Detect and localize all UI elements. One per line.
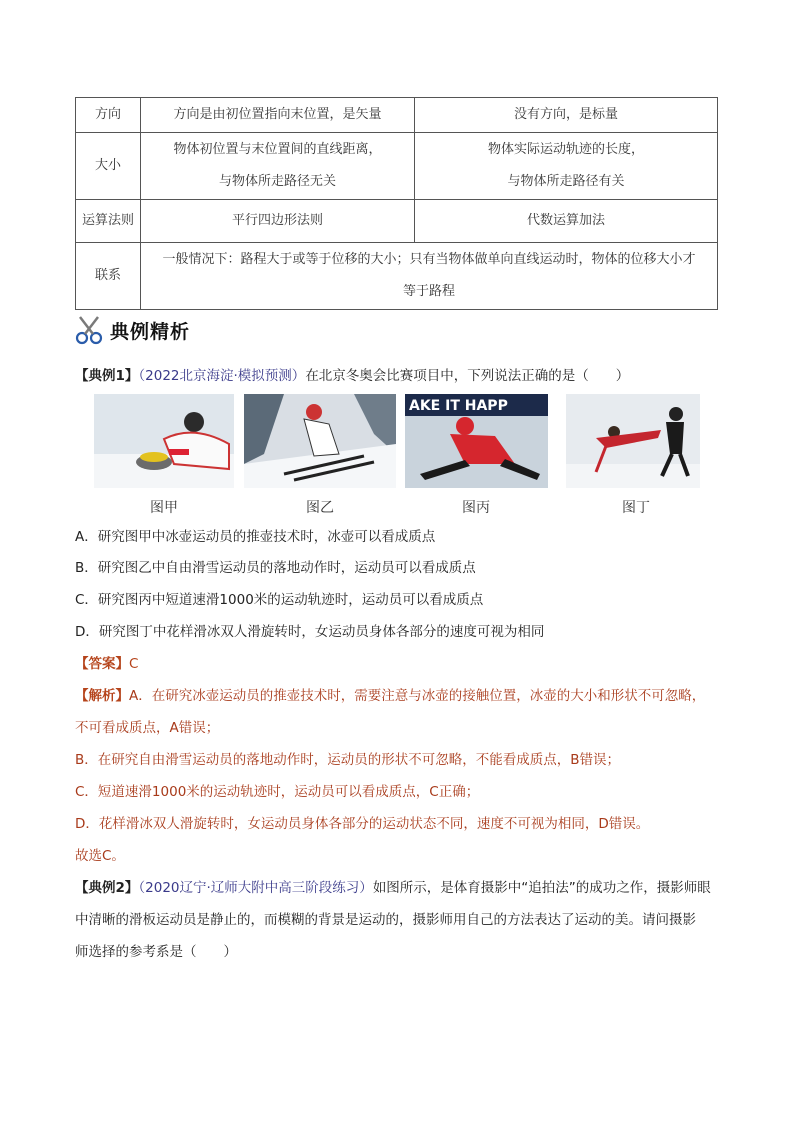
table-cell: 物体初位置与末位置间的直线距离， 与物体所走路径无关 [141,133,415,200]
figure-skating-photo [566,394,700,488]
row-header: 运算法则 [76,200,141,243]
caption-yi: 图乙 [306,500,334,516]
table-row [76,133,718,200]
answer-line: 【答案】C [75,656,139,672]
option-a: A．研究图甲中冰壶运动员的推壶技术时，冰壶可以看成质点 [75,529,436,545]
scissors-icon [74,314,106,346]
row-header: 大小 [76,133,141,200]
table-cell: 一般情况下：路程大于或等于位移的大小；只有当物体做单向直线运动时，物体的位移大小才 等于路程 [141,243,718,310]
table-row [76,98,718,133]
comparison-table [75,97,718,310]
table-cell: 方向是由初位置指向末位置，是矢量 [141,98,415,133]
table-row [76,200,718,243]
section-heading [74,313,190,347]
analysis-line-3: B．在研究自由滑雪运动员的落地动作时，运动员的形状不可忽略，不能看成质点，B错误； [75,752,621,768]
table-cell: 物体实际运动轨迹的长度， 与物体所走路径有关 [415,133,718,200]
example2-line-1: 【典例2】（2020辽宁·辽师大附中高三阶段练习）如图所示，是体育摄影中“追拍法”的成功之作，摄影师眼 [75,880,711,896]
table-row [76,243,718,310]
table-cell: 平行四边形法则 [141,200,415,243]
table-cell: 没有方向，是标量 [415,98,718,133]
analysis-line-1: 【解析】A．在研究冰壶运动员的推壶技术时，需要注意与冰壶的接触位置，冰壶的大小和形状不可忽略， [75,688,706,704]
curling-photo [94,394,234,488]
banner-text: AKE IT HAPP [409,398,508,414]
caption-ding: 图丁 [622,500,650,516]
table-cell: 代数运算加法 [415,200,718,243]
caption-jia: 图甲 [150,500,178,516]
section-title: 典例精析 [110,320,191,343]
option-b: B．研究图乙中自由滑雪运动员的落地动作时，运动员可以看成质点 [75,560,476,576]
analysis-line-2: 不可看成质点，A错误； [75,720,220,736]
conclusion-line: 故选C。 [75,848,125,864]
row-header: 方向 [76,98,141,133]
example2-line-2: 中清晰的滑板运动员是静止的，而模糊的背景是运动的，摄影师用自己的方法表达了运动的美。请问摄影 [75,912,696,928]
example1-question: 【典例1】（2022北京海淀·模拟预测）在北京冬奥会比赛项目中，下列说法正确的是（ ） [75,368,630,384]
option-c: C．研究图丙中短道速滑1000米的运动轨迹时，运动员可以看成质点 [75,592,484,608]
speed-skating-photo [405,394,548,488]
analysis-line-4: C．短道速滑1000米的运动轨迹时，运动员可以看成质点，C正确； [75,784,480,800]
caption-bing: 图丙 [462,500,490,516]
ski-photo [244,394,396,488]
analysis-line-5: D．花样滑冰双人滑旋转时，女运动员身体各部分的运动状态不同，速度不可视为相同，D错误。 [75,816,650,832]
row-header: 联系 [76,243,141,310]
example2-line-3: 师选择的参考系是（ ） [75,944,237,960]
option-d: D．研究图丁中花样滑冰双人滑旋转时，女运动员身体各部分的速度可视为相同 [75,624,545,640]
